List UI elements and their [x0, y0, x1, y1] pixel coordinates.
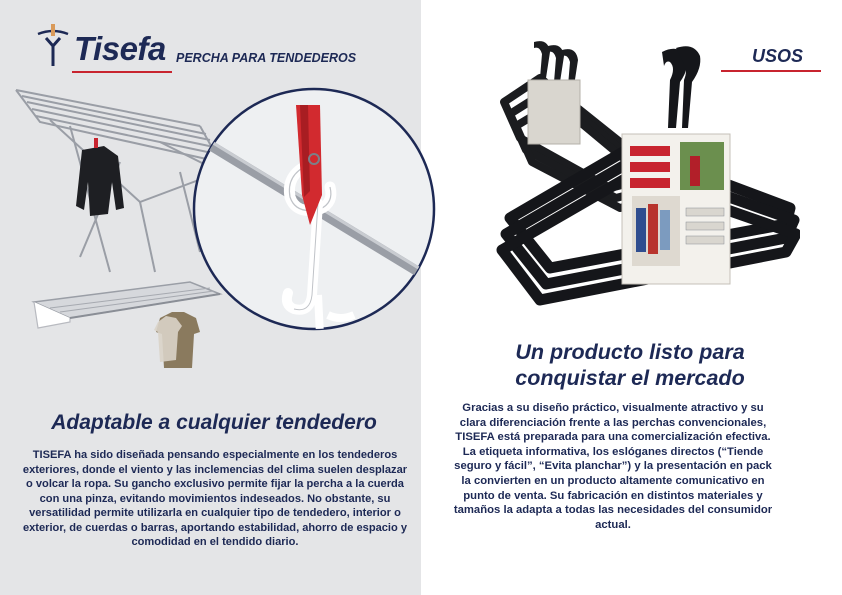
- usos-label: USOS: [752, 46, 804, 66]
- right-heading: [480, 339, 780, 391]
- back-pack-card: [528, 80, 580, 144]
- brand-underline: [72, 71, 172, 73]
- right-heading-line2: conquistar el mercado: [515, 366, 745, 390]
- left-body-text: TISEFA ha sido diseñada pensando especialmente en los tendederos exteriores, donde el viento y las inclemencias del clima suelen desplazar o volcar la ropa. Su gancho exclusivo permite fijar la percha a la cuerda con una pinza, evitando movimientos indeseados. No obstante, su versatilidad permite utilizarla en cualquier tipo de tendedero, interior o exterior, de cuerdas o barras, aportando estabilidad, ahorro de espacio y comodidad en el tendido diario.: [22, 449, 408, 548]
- right-body-text: Gracias a su diseño práctico, visualmente atractivo y su clara diferenciación frente a las perchas convencionales, TISEFA está preparada para una comercialización efectiva. La etiqueta informativa, los eslóganes directos (“Tiende seguro y fácil”, “Evita planchar”) y la presentación en pack la convierten en un producto altamente comunicativo en punto de venta. Su fabricación en distintos materiales y tamaños la adapta a todas las necesidades del consumidor actual.: [453, 402, 773, 531]
- hanger-logo-icon: [36, 20, 70, 68]
- left-heading: Adaptable a cualquier tendedero: [51, 411, 377, 434]
- brand-name: Tisefa: [74, 30, 166, 67]
- hanger-pack-illustration: [490, 38, 800, 308]
- black-jacket: [76, 146, 124, 216]
- right-heading-line1: Un producto listo para: [515, 340, 745, 364]
- hook-zoom-illustration: [190, 85, 440, 335]
- brand-tagline: PERCHA PARA TENDEDEROS: [176, 51, 357, 65]
- clothespin-small: [94, 138, 98, 148]
- front-hooks: [662, 46, 700, 128]
